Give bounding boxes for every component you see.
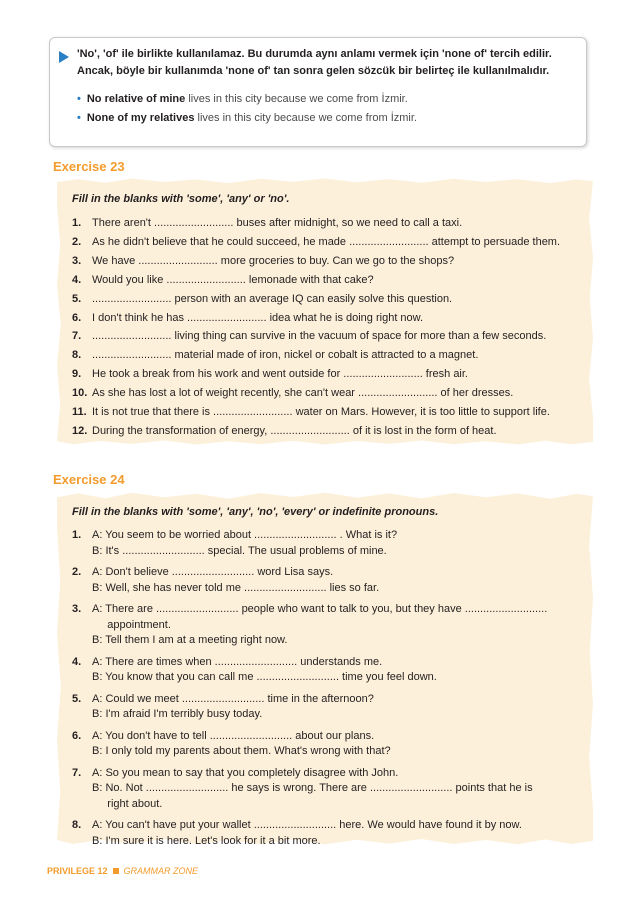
exercise-24-item: [72, 818, 522, 833]
dialogue-line: B: I only told my parents about them. What's wrong with that?: [92, 745, 391, 757]
item-number: 1.: [72, 529, 82, 541]
exercise-23-item: [72, 405, 550, 420]
exercise-24-item: [72, 565, 333, 580]
exercise-23-item: [72, 311, 423, 326]
exercise-23-item: [72, 273, 374, 288]
exercise-24-item: [72, 729, 374, 744]
item-number: 8.: [72, 349, 82, 362]
note-rule-line-2: Ancak, böyle bir kullanımda 'none of' tan sonra gelen sözcük bir belirteç ile kullanılmalıdır.: [77, 65, 550, 77]
note-rule-line-1: 'No', 'of' ile birlikte kullanılamaz. Bu durumda aynı anlamı vermek için 'none of' tercih edilir.: [77, 48, 552, 60]
dialogue-line: B: I'm sure it is here. Let's look for it a bit more.: [92, 834, 321, 847]
item-text: .......................... living thing can survive in the vacuum of space for more than a few seconds.: [92, 330, 547, 343]
dialogue-line: A: There are times when ........................... understands me.: [92, 655, 383, 668]
dialogue-line: A: So you mean to say that you completely disagree with John.: [92, 766, 399, 779]
footer-section: GRAMMAR ZONE: [123, 866, 199, 876]
exercise-23-item: [72, 254, 454, 269]
item-number: 11.: [72, 406, 87, 418]
dialogue-line: A: Don't believe ........................... word Lisa says.: [92, 566, 334, 578]
dialogue-line: B: Well, she has never told me ........................... lies so far.: [92, 581, 380, 594]
play-arrow-icon: [59, 51, 69, 63]
exercise-24-item: [72, 692, 374, 707]
dialogue-line: A: You can't have put your wallet ........................... here. We would have found it by now.: [92, 819, 522, 831]
dialogue-line: B: I'm afraid I'm terribly busy today.: [92, 708, 263, 720]
exercise-24-item: [72, 602, 547, 617]
item-text: We have .......................... more groceries to buy. Can we go to the shops?: [92, 254, 455, 267]
item-text: He took a break from his work and went outside for .......................... fresh air.: [92, 368, 468, 381]
footer-brand: PRIVILEGE 12: [47, 866, 108, 876]
dialogue-line: right about.: [92, 797, 163, 810]
item-text: Would you like .......................... lemonade with that cake?: [92, 273, 374, 286]
item-number: 7.: [72, 330, 82, 343]
item-text: .......................... person with an average IQ can easily solve this question.: [92, 292, 453, 305]
item-text: As he didn't believe that he could succeed, he made .......................... attempt to persuade them.: [92, 235, 561, 248]
item-number: 8.: [72, 819, 82, 831]
exercise-23-item: [72, 424, 497, 439]
item-number: 2.: [72, 235, 82, 248]
exercise-23-item: [72, 386, 513, 401]
dialogue-line: appointment.: [92, 618, 171, 631]
item-number: 2.: [72, 566, 82, 578]
item-text: As she has lost a lot of weight recently, she can't wear .......................... of her dresses.: [92, 387, 514, 400]
example-rest: lives in this city because we come from İzmir.: [194, 112, 417, 124]
square-icon: [113, 868, 119, 874]
item-text: There aren't .......................... buses after midnight, so we need to call a taxi.: [92, 217, 463, 229]
dialogue-line: B: No. Not ........................... he says is wrong. There are ........................... points that he is: [92, 782, 533, 794]
exercise-23-item: [72, 292, 452, 307]
exercise-23-item: [72, 367, 468, 382]
exercise-24-item: [72, 528, 397, 543]
dialogue-line: B: Tell them I am at a meeting right now.: [92, 634, 288, 646]
dialogue-line: A: You don't have to tell ........................... about our plans.: [92, 729, 375, 742]
item-number: 9.: [72, 368, 82, 381]
dialogue-line: A: Could we meet ........................... time in the afternoon?: [92, 692, 374, 705]
item-number: 6.: [72, 311, 82, 324]
dialogue-line: A: There are ........................... people who want to talk to you, but they have ...........................: [92, 603, 548, 615]
item-number: 3.: [72, 603, 82, 615]
item-number: 5.: [72, 692, 82, 705]
exercise-23-item: [72, 235, 560, 250]
item-number: 7.: [72, 766, 82, 779]
exercise-23-title: Exercise 23: [53, 159, 125, 174]
exercise-24-instruction: Fill in the blanks with 'some', 'any', 'no', 'every' or indefinite pronouns.: [72, 506, 439, 518]
item-text: It is not true that there is .......................... water on Mars. However, it is too little to support life.: [92, 406, 550, 418]
item-number: 4.: [72, 273, 82, 286]
item-number: 1.: [72, 217, 82, 229]
exercise-23-instruction: Fill in the blanks with 'some', 'any' or 'no'.: [72, 193, 290, 205]
bullet-icon: •: [77, 112, 81, 124]
example-bold: None of my relatives: [86, 112, 195, 124]
dialogue-line: B: It's ........................... special. The usual problems of mine.: [92, 544, 387, 557]
example-rest: lives in this city because we come from İzmir.: [185, 93, 408, 105]
item-number: 4.: [72, 655, 82, 668]
page-footer: [47, 866, 198, 876]
exercise-23-item: [72, 348, 478, 363]
item-number: 3.: [72, 254, 82, 267]
item-number: 10.: [72, 387, 88, 400]
dialogue-line: B: You know that you can call me ........................... time you feel down.: [92, 671, 437, 683]
exercise-24-item: [72, 766, 398, 781]
bullet-icon: •: [77, 93, 81, 105]
exercise-24-title: Exercise 24: [53, 472, 125, 487]
example-bold: No relative of mine: [86, 93, 186, 105]
dialogue-line: A: You seem to be worried about ........................... . What is it?: [92, 529, 398, 541]
item-text: .......................... material made of iron, nickel or cobalt is attracted to a magnet.: [92, 349, 479, 362]
note-example-1: [77, 92, 408, 106]
note-example-2: [77, 111, 417, 125]
item-number: 5.: [72, 292, 82, 305]
item-text: During the transformation of energy, .......................... of it is lost in the form of heat.: [92, 424, 497, 437]
item-number: 6.: [72, 729, 82, 742]
exercise-23-item: [72, 329, 546, 344]
item-number: 12.: [72, 424, 88, 437]
exercise-24-item: [72, 655, 382, 670]
item-text: I don't think he has .......................... idea what he is doing right now.: [92, 311, 424, 324]
exercise-23-item: [72, 216, 462, 231]
